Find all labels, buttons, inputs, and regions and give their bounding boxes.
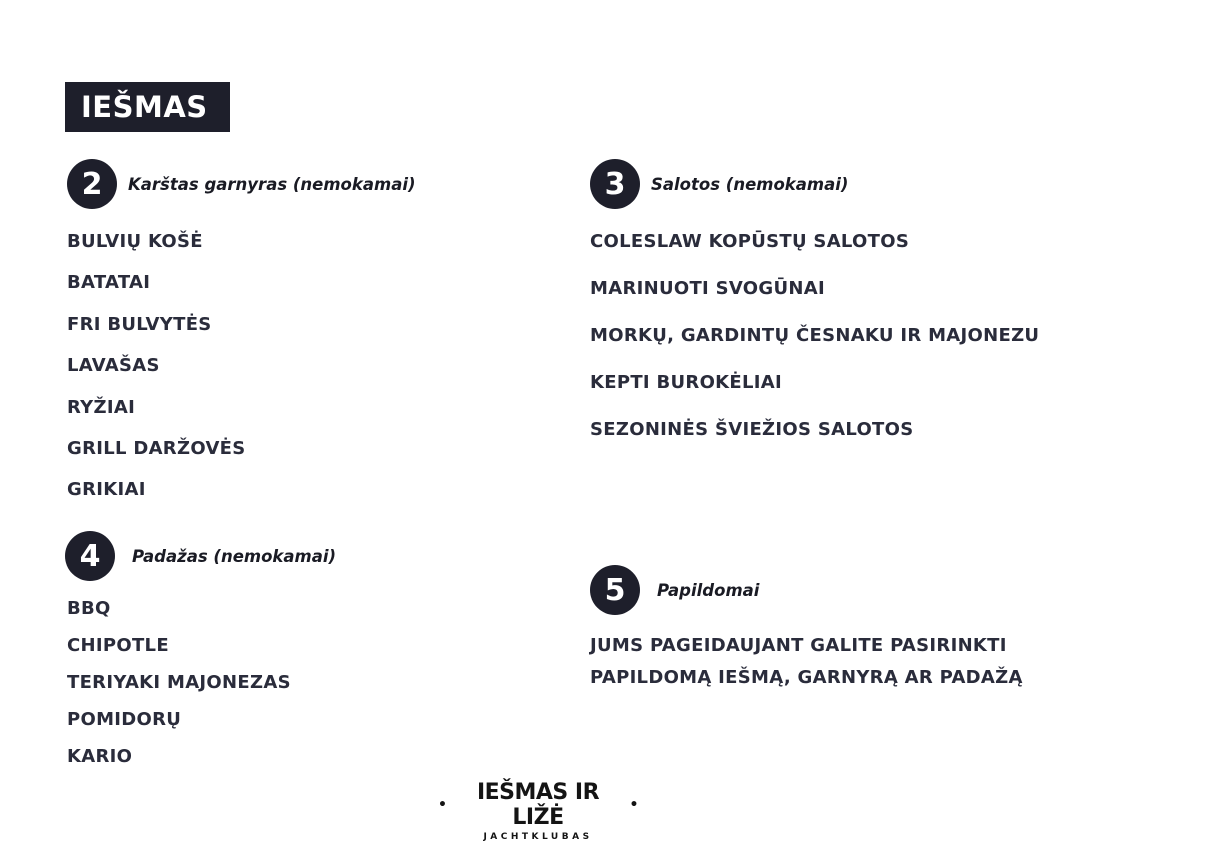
- brand-logo: [433, 780, 643, 842]
- menu-item: KARIO: [67, 746, 133, 767]
- section-title: Salotos (nemokamai): [651, 174, 849, 194]
- section-salads: [590, 159, 1039, 466]
- page-title: IEŠMAS: [65, 82, 230, 132]
- menu-list: [67, 598, 336, 783]
- dot-icon: •: [629, 797, 638, 813]
- section-title: Padažas (nemokamai): [132, 546, 337, 566]
- menu-item: LAVAŠAS: [67, 355, 160, 377]
- menu-item: TERIYAKI MAJONEZAS: [67, 672, 291, 693]
- dot-icon: •: [438, 797, 447, 813]
- menu-item: MORKŲ, GARDINTŲ ČESNAKU IR MAJONEZU: [590, 325, 1040, 346]
- section-title: Karštas garnyras (nemokamai): [128, 174, 416, 194]
- menu-item: COLESLAW KOPŪSTŲ SALOTOS: [590, 231, 910, 252]
- menu-list: [67, 231, 416, 521]
- section-header: [65, 531, 336, 581]
- section-number-badge: 3: [590, 159, 640, 209]
- section-description: [590, 635, 1023, 699]
- description-line: JUMS PAGEIDAUJANT GALITE PASIRINKTI: [590, 635, 1007, 656]
- section-hot-side: [67, 159, 416, 521]
- section-header: [590, 159, 1039, 209]
- section-sauces: [65, 531, 336, 783]
- section-extras: [590, 565, 1023, 699]
- logo-wordmark: [433, 780, 643, 830]
- menu-item: BBQ: [67, 598, 111, 619]
- menu-item: SEZONINĖS ŠVIEŽIOS SALOTOS: [590, 419, 914, 440]
- menu-item: RYŽIAI: [67, 396, 136, 418]
- menu-item: POMIDORŲ: [67, 709, 182, 730]
- description-line: PAPILDOMĄ IEŠMĄ, GARNYRĄ AR PADAŽĄ: [590, 667, 1023, 688]
- section-number-badge: 4: [65, 531, 115, 581]
- menu-item: FRI BULVYTĖS: [67, 313, 212, 335]
- menu-item: BATATAI: [67, 272, 151, 294]
- menu-item: MARINUOTI SVOGŪNAI: [590, 278, 825, 299]
- logo-subtitle: JACHTKLUBAS: [483, 832, 593, 842]
- section-header: [590, 565, 1023, 615]
- section-number-badge: 2: [67, 159, 117, 209]
- logo-name: IEŠMAS IR LIŽĖ: [476, 780, 600, 830]
- section-title: Papildomai: [657, 580, 760, 600]
- menu-list: [590, 231, 1039, 466]
- section-number-badge: 5: [590, 565, 640, 615]
- menu-item: BULVIŲ KOŠĖ: [67, 231, 203, 252]
- section-header: [67, 159, 416, 209]
- menu-item: CHIPOTLE: [67, 635, 169, 656]
- menu-item: KEPTI BUROKĖLIAI: [590, 372, 783, 393]
- menu-item: GRILL DARŽOVĖS: [67, 437, 246, 459]
- menu-item: GRIKIAI: [67, 479, 146, 501]
